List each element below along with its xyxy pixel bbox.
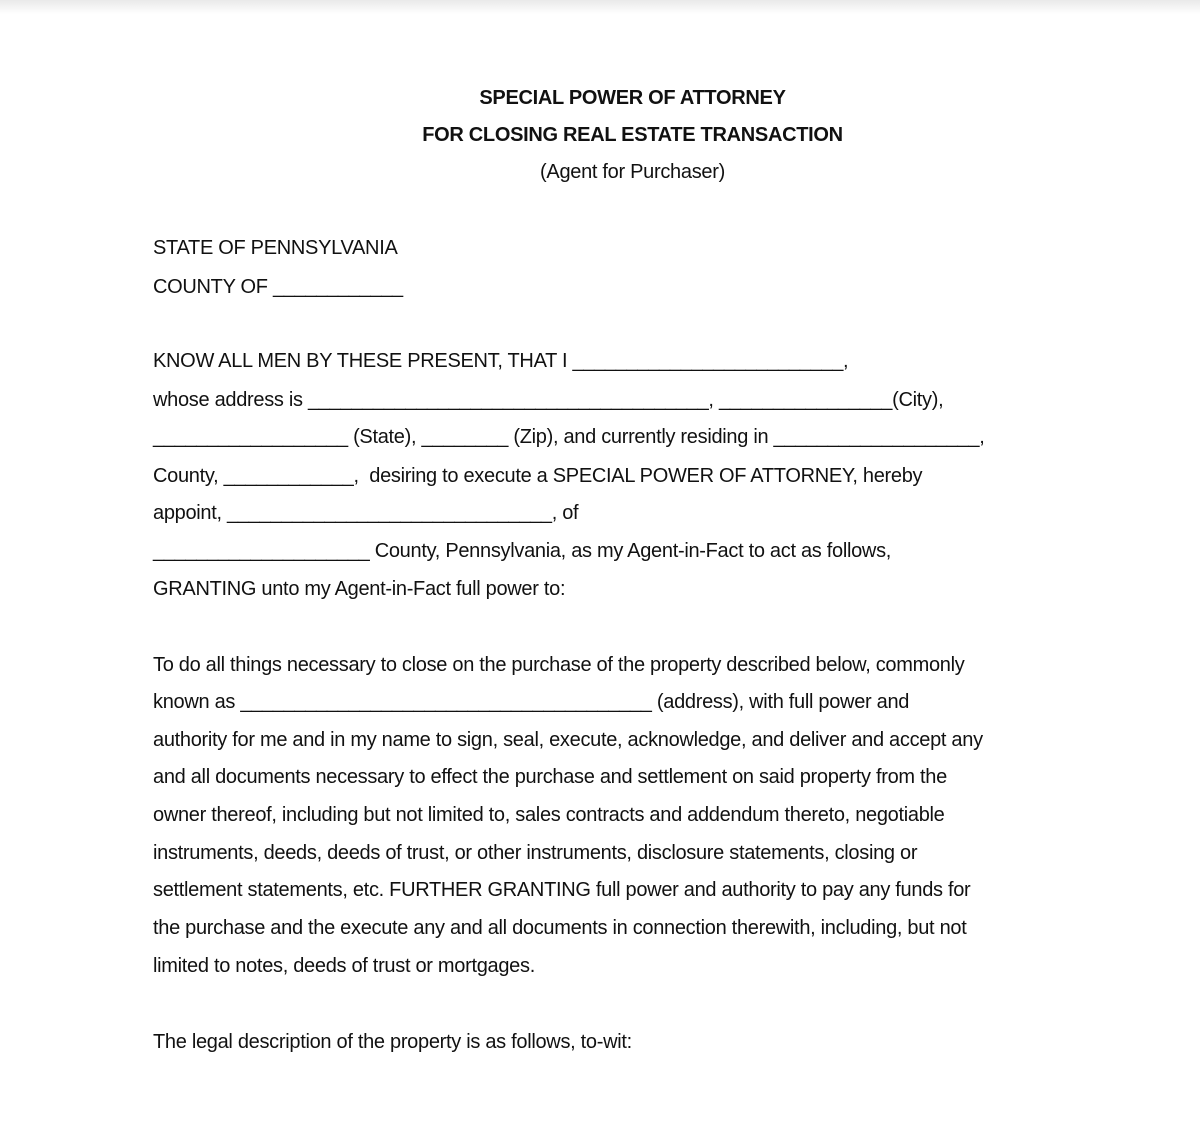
county-line: COUNTY OF ____________: [153, 276, 403, 298]
paragraph-line: settlement statements, etc. FURTHER GRANTING full power and authority to pay any funds for: [153, 879, 971, 901]
document-title-line2: FOR CLOSING REAL ESTATE TRANSACTION: [422, 124, 843, 146]
document-subtitle: (Agent for Purchaser): [540, 161, 725, 183]
paragraph-line: GRANTING unto my Agent-in-Fact full power to:: [153, 578, 566, 600]
paragraph-line: whose address is _____________________________________, ________________(City),: [153, 389, 944, 411]
paragraph-line: ____________________ County, Pennsylvania, as my Agent-in-Fact to act as follows,: [153, 540, 892, 562]
paragraph-line: appoint, ______________________________, of: [153, 502, 579, 524]
paragraph-line: KNOW ALL MEN BY THESE PRESENT, THAT I _________________________,: [153, 350, 849, 372]
paragraph-line: County, ____________, desiring to execute a SPECIAL POWER OF ATTORNEY, hereby: [153, 465, 923, 487]
paragraph-line: The legal description of the property is as follows, to-wit:: [153, 1031, 632, 1053]
paragraph-line: __________________ (State), ________ (Zip), and currently residing in ___________________,: [153, 426, 985, 448]
paragraph-line: authority for me and in my name to sign, seal, execute, acknowledge, and deliver and accept any: [153, 729, 983, 751]
paragraph-line: and all documents necessary to effect the purchase and settlement on said property from the: [153, 766, 947, 788]
state-line: STATE OF PENNSYLVANIA: [153, 237, 398, 259]
paragraph-line: known as ______________________________________ (address), with full power and: [153, 691, 910, 713]
paragraph-line: instruments, deeds, deeds of trust, or other instruments, disclosure statements, closing or: [153, 842, 918, 864]
paragraph-line: the purchase and the execute any and all documents in connection therewith, including, but not: [153, 917, 967, 939]
document-title: SPECIAL POWER OF ATTORNEY: [479, 87, 786, 109]
paragraph-line: To do all things necessary to close on the purchase of the property described below, commonly: [153, 654, 965, 676]
paragraph-line: limited to notes, deeds of trust or mortgages.: [153, 955, 535, 977]
paragraph-line: owner thereof, including but not limited to, sales contracts and addendum thereto, negotiable: [153, 804, 945, 826]
page-top-edge: [0, 0, 1200, 14]
